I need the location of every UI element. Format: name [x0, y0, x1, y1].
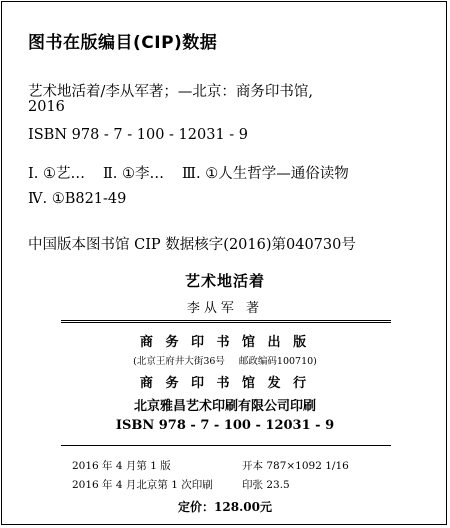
- cip-verification: 中国版本图书馆 CIP 数据核字(2016)第040730号: [28, 237, 356, 253]
- catalog-subjects: [28, 162, 349, 183]
- catalog-line-1: 艺术地活着/李从军著；—北京：商务印书馆,: [28, 84, 313, 100]
- publisher-name: 商 务 印 书 馆 出 版: [139, 335, 311, 350]
- printing-info: 2016 年 4 月北京第 1 次印刷: [72, 479, 213, 491]
- edition-info: 2016 年 4 月第 1 版: [72, 460, 171, 472]
- publisher-postcode: 邮政编码100710): [238, 356, 317, 367]
- book-author: 李从军 著: [186, 301, 264, 316]
- publisher-isbn: ISBN 978 - 7 - 100 - 12031 - 9: [115, 418, 335, 433]
- distributor: 商 务 印 书 馆 发 行: [139, 376, 311, 391]
- format-info: 开本 787×1092 1/16: [242, 460, 349, 472]
- catalog-isbn: ISBN 978 - 7 - 100 - 12031 - 9: [28, 127, 249, 143]
- bottom-rule: [61, 445, 391, 446]
- publisher-address: (北京王府井大街36号: [133, 356, 225, 367]
- publisher-address-line: [0, 353, 450, 367]
- printer: 北京雅昌艺术印刷有限公司印刷: [133, 399, 316, 414]
- subject-3: Ⅲ. ①人生哲学—通俗读物: [182, 166, 349, 182]
- catalog-classification: Ⅳ. ①B821-49: [28, 191, 127, 207]
- catalog-line-2: 2016: [28, 99, 65, 115]
- price: 定价：128.00元: [178, 500, 272, 514]
- subject-2: Ⅱ. ①李…: [102, 166, 165, 182]
- subject-1: Ⅰ. ①艺…: [28, 166, 85, 182]
- top-rule: [61, 320, 391, 321]
- sheets-info: 印张 23.5: [242, 479, 290, 491]
- top-rule-double: [61, 322, 391, 323]
- book-title: 艺术地活着: [184, 272, 265, 290]
- cip-heading: 图书在版编目(CIP)数据: [28, 33, 218, 53]
